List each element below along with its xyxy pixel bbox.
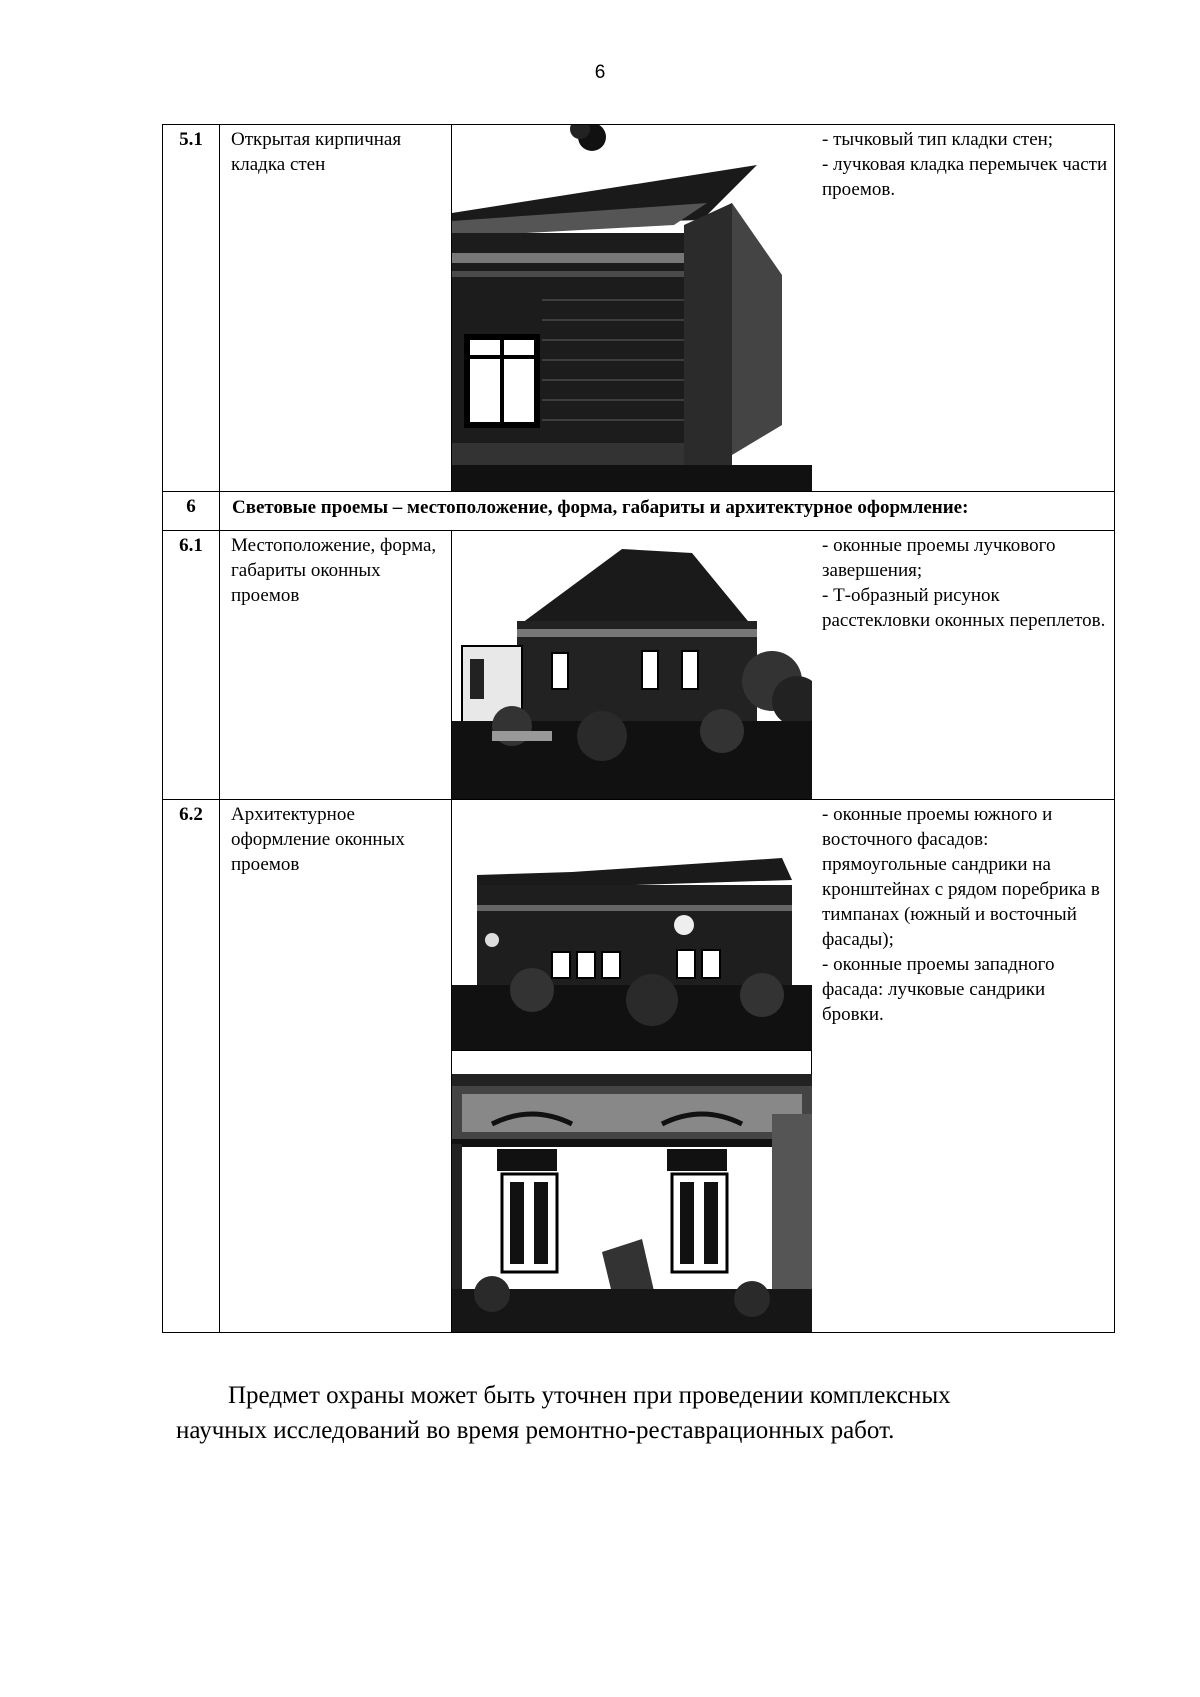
row-name: Открытая кирпичная кладка стен [220, 125, 452, 492]
photo-cell [452, 531, 812, 800]
description-line: - тычковый тип кладки стен; [822, 129, 1054, 150]
row-name: Местоположение, форма, габариты оконных проемов [220, 531, 452, 800]
row-description [812, 800, 1115, 1333]
photo-west-facade-windows [452, 1074, 812, 1332]
photo-house-corner [452, 531, 812, 799]
row-description [812, 531, 1115, 800]
description-line: - Т-образный рисунок расстекловки оконных переплетов. [822, 585, 1106, 631]
page-number: 6 [594, 62, 606, 83]
protection-subject-table [162, 124, 1115, 1333]
footer-line: Предмет охраны может быть уточнен при проведении комплексных [228, 1382, 951, 1409]
photo-brick-wall [452, 125, 812, 491]
description-line: - оконные проемы южного и восточного фасадов: прямоугольные сандрики на кронштейнах с рядом поребрика в тимпанах (южный и восточный фасады); [822, 804, 1100, 950]
description-line: - лучковая кладка перемычек части проемов. [822, 154, 1108, 200]
table-row-5-1 [163, 125, 1115, 492]
description-line: - оконные проемы западного фасада: лучковые сандрики бровки. [822, 954, 1055, 1025]
table-row-6 [163, 492, 1115, 531]
section-title: Световые проемы – местоположение, форма, габариты и архитектурное оформление: [220, 492, 1115, 531]
row-number: 6 [163, 492, 220, 531]
row-number: 5.1 [163, 125, 220, 492]
row-name: Архитектурное оформление оконных проемов [220, 800, 452, 1333]
footer-paragraph [176, 1378, 1091, 1448]
footer-line: научных исследований во время ремонтно-реставрационных работ. [176, 1417, 895, 1444]
row-description [812, 125, 1115, 492]
row-number: 6.1 [163, 531, 220, 800]
photo-cell [452, 800, 812, 1333]
photo-cell [452, 125, 812, 492]
description-line: - оконные проемы лучкового завершения; [822, 535, 1056, 581]
photo-south-east-facade [452, 800, 812, 1050]
table-row-6-1 [163, 531, 1115, 800]
table-row-6-2 [163, 800, 1115, 1333]
row-number: 6.2 [163, 800, 220, 1333]
